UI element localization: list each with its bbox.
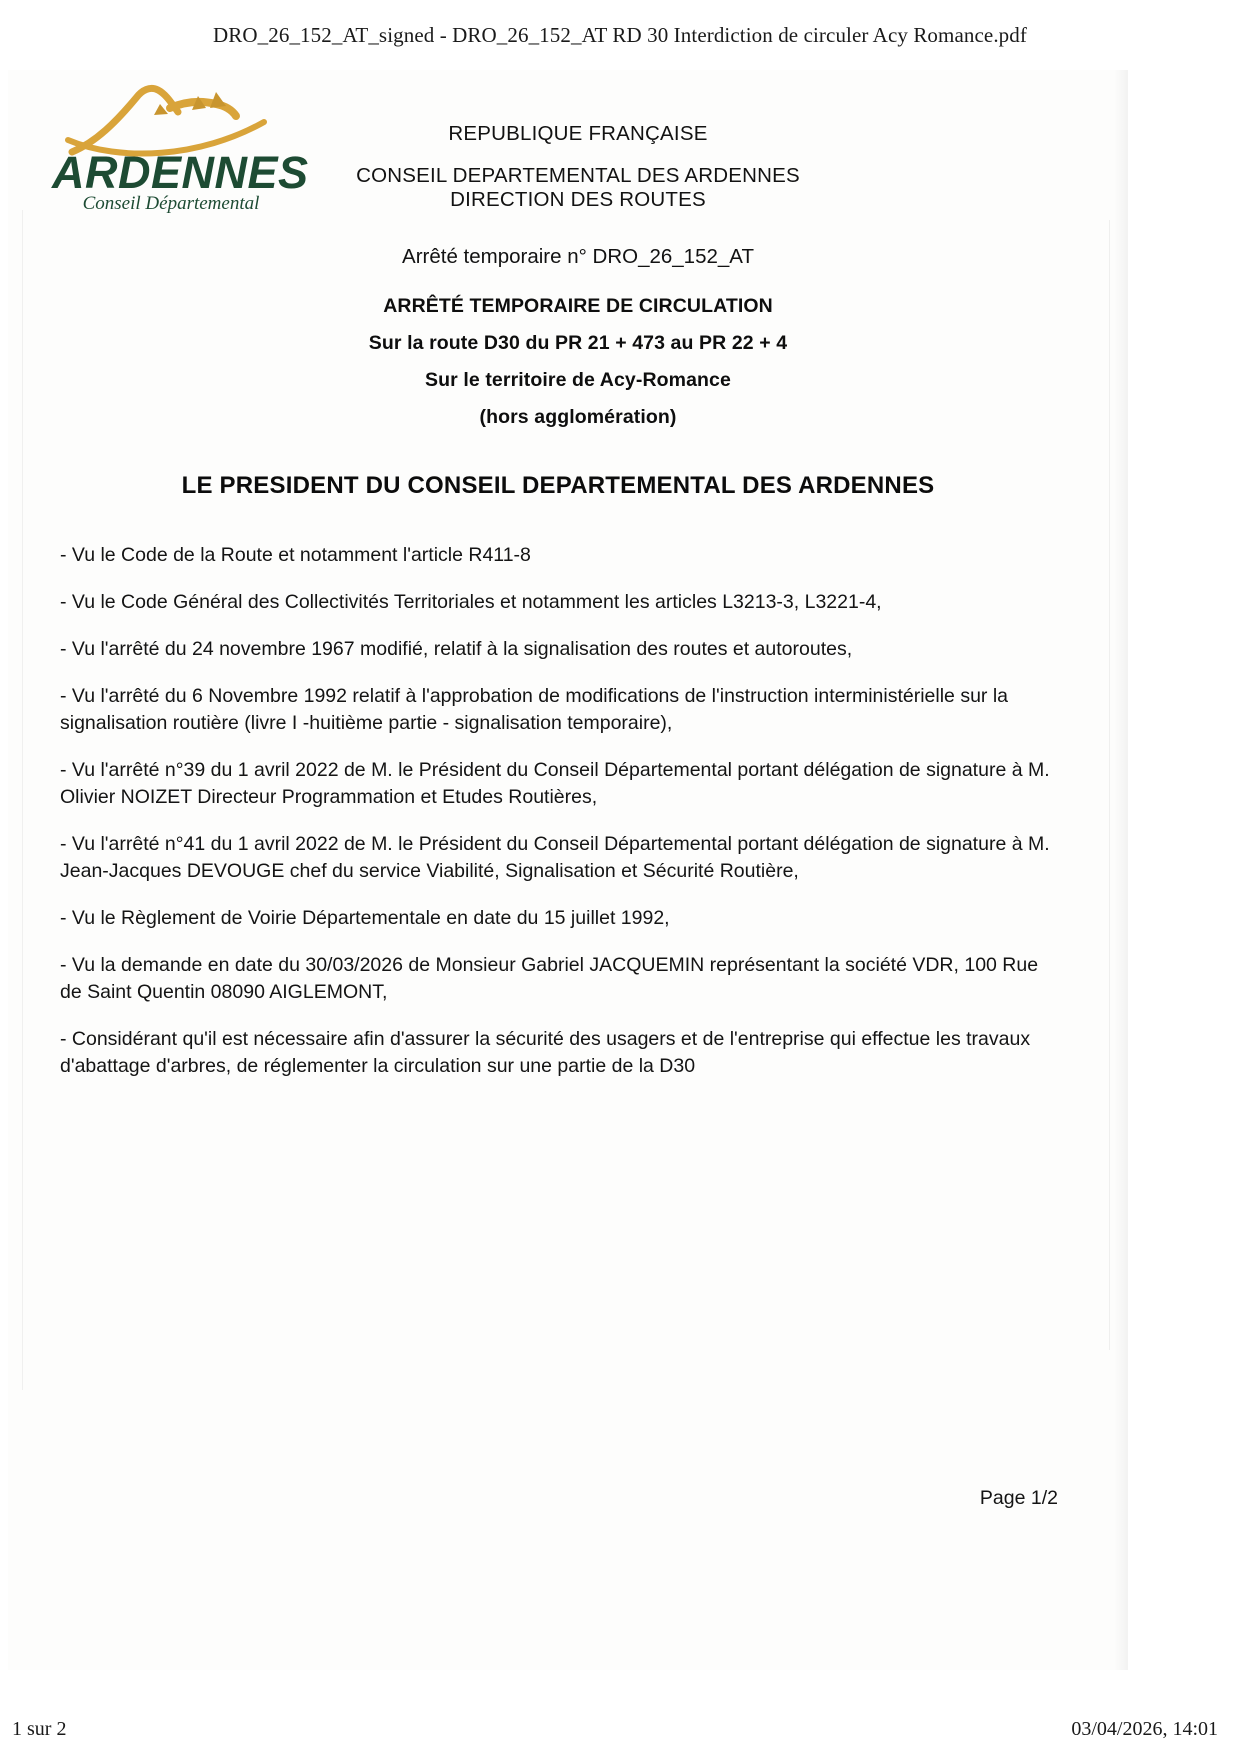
list-item: - Vu le Code de la Route et notamment l'article R411-8: [60, 543, 531, 566]
list-item: - Vu le Règlement de Voirie Départementale en date du 15 juillet 1992,: [60, 906, 670, 929]
list-item: - Vu la demande en date du 30/03/2026 de Monsieur Gabriel JACQUEMIN représentant la société VDR, 100 Rue de Saint Quentin 08090 AIGLEMONT,: [60, 953, 1039, 1003]
direction-des-routes-line: DIRECTION DES ROUTES: [450, 188, 706, 211]
ardennes-logo: [50, 78, 309, 214]
document-title: DRO_26_152_AT_signed - DRO_26_152_AT RD 30 Interdiction de circuler Acy Romance.pdf: [213, 22, 1027, 47]
list-item: - Vu l'arrêté du 6 Novembre 1992 relatif à l'approbation de modifications de l'instruction interministérielle sur la signalisation routière (livre I -huitième partie - signalisation temporaire),: [60, 684, 1009, 734]
list-item: - Vu l'arrêté du 24 novembre 1967 modifié, relatif à la signalisation des routes et autoroutes,: [60, 637, 853, 660]
list-item: - Vu le Code Général des Collectivités Territoriales et notamment les articles L3213-3, L3221-4,: [60, 590, 882, 613]
title-line-2: Sur la route D30 du PR 21 + 473 au PR 22 + 4: [368, 332, 788, 354]
scan-edge-shadow: [1114, 70, 1128, 1670]
viewer-page-indicator: 1 sur 2: [12, 1718, 67, 1740]
pdf-viewer-title-bar: [0, 0, 1240, 70]
arrete-number-line: Arrêté temporaire n° DRO_26_152_AT: [402, 245, 754, 268]
logo-wordmark: ARDENNES: [52, 147, 309, 198]
logo-subwordmark: Conseil Départemental: [82, 193, 260, 214]
list-item: - Considérant qu'il est nécessaire afin d'assurer la sécurité des usagers et de l'entreprise qui effectue les travaux d'abattage d'arbres, de réglementer la circulation sur une partie de la D30: [60, 1027, 1031, 1077]
title-line-3: Sur le territoire de Acy-Romance: [425, 369, 731, 391]
scan-artifact-line-left: [22, 210, 23, 1390]
considerants-list: [60, 522, 1060, 1100]
scanned-page: [8, 70, 1128, 1670]
title-line-4: (hors agglomération): [479, 406, 677, 428]
conseil-departemental-line: CONSEIL DEPARTEMENTAL DES ARDENNES: [356, 164, 800, 187]
scan-artifact-line-right: [1109, 220, 1110, 1350]
list-item: - Vu l'arrêté n°39 du 1 avril 2022 de M. le Président du Conseil Départemental portant délégation de signature à M. Olivier NOIZET Directeur Programmation et Etudes Routières,: [60, 758, 1050, 808]
document-page-label: Page 1/2: [979, 1487, 1058, 1509]
republique-francaise-line: REPUBLIQUE FRANÇAISE: [448, 122, 708, 145]
viewer-timestamp: 03/04/2026, 14:01: [1071, 1718, 1218, 1740]
list-item: - Vu l'arrêté n°41 du 1 avril 2022 de M. le Président du Conseil Départemental portant délégation de signature à M. Jean-Jacques DEVOUGE chef du service Viabilité, Signalisation et Sécurité Routière,: [60, 832, 1050, 882]
page-title: LE PRESIDENT DU CONSEIL DEPARTEMENTAL DES ARDENNES: [181, 472, 935, 499]
title-line-1: ARRÊTÉ TEMPORAIRE DE CIRCULATION: [383, 295, 773, 317]
